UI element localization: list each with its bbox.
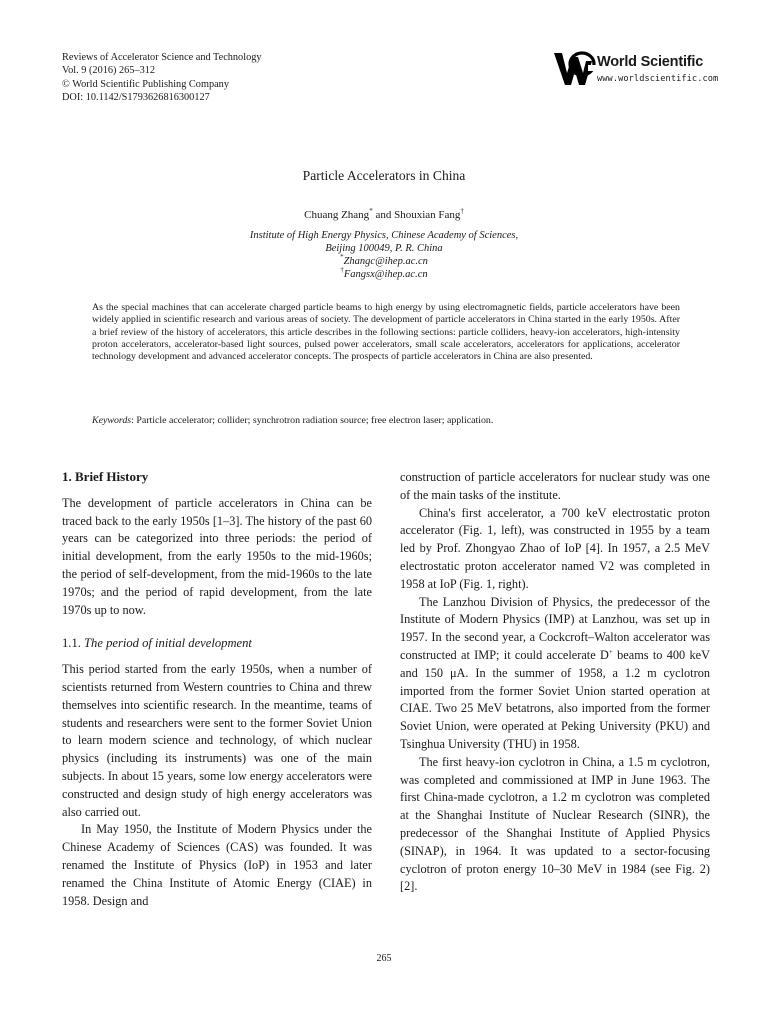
author-list [0, 209, 768, 221]
journal-info [62, 51, 262, 105]
subsection-title: The period of initial development [84, 636, 252, 651]
subsection-number: 1.1. [62, 636, 81, 651]
abstract: As the special machines that can accelerate charged particle beams to high energy by using electromagnetic fields, particle accelerators have been widely applied in scientific research and various areas of society. The development of particle accelerators in China started in the early 1950s. After a brief review of the history of accelerators, this article describes in the following sections: particle colliders, heavy-ion accelerators, high-intensity proton accelerators, accelerator-based light sources, pulsed power accelerators, small scale accelerators, accelerators for applications, accelerator technology development and advanced accelerator concepts. The prospects of particle accelerators in China are also presented. [92, 302, 680, 363]
journal-title: Reviews of Accelerator Science and Technology [62, 52, 262, 63]
body-paragraph: The development of particle accelerators in China can be traced back to the early 1950s [1–3]. The history of the past 60 years can be categorized into three periods: the period of initial development, from the early 1950s to the mid-1960s; the period of self-development, from the mid-1960s to the late 1970s; and the period of rapid development, from the late 1970s up to now. [62, 495, 372, 617]
right-column [400, 469, 710, 896]
author-conjunction: and [372, 209, 395, 221]
author-mark: † [460, 207, 464, 215]
subsection-heading [62, 635, 372, 653]
keywords [92, 415, 692, 426]
email-line [0, 268, 768, 281]
body-paragraph: This period started from the early 1950s, when a number of scientists returned from Western countries to China and threw themselves into scientific research. In the meantime, teams of students and researchers were sent to the former Soviet Union to learn modern science and technology, of which nuclear physics (including its instruments) was one of the main subjects. In about 15 years, some low energy accelerators were constructed and design study of high energy accelerators was also carried out. [62, 662, 372, 819]
author-name: Shouxian Fang [394, 209, 461, 221]
page-number: 265 [376, 953, 392, 964]
email-address: Zhangc@ihep.ac.cn [343, 256, 428, 267]
journal-copyright: © World Scientific Publishing Company [62, 78, 229, 90]
body-paragraph: construction of particle accelerators for nuclear study was one of the main tasks of the institute. [400, 470, 710, 502]
affiliation [0, 229, 768, 281]
author-mark: * [369, 207, 373, 215]
journal-doi: DOI: 10.1142/S1793626816300127 [62, 92, 210, 104]
email-line [0, 255, 768, 268]
paragraph-text: beams to 400 keV and 150 μA. In the summer of 1958, a 1.2 m cyclotron imported from the former Soviet Union started operation at CIAE. Two 25 MeV betatrons, also imported from the former Soviet Union, were operated at Peking University (PKU) and Tsinghua University (THU) in 1958. [400, 647, 711, 751]
charge-superscript: + [608, 647, 613, 656]
email-mark: * [340, 253, 344, 261]
publisher-url: www.worldscientific.com [597, 74, 719, 84]
journal-volume: Vol. 9 (2016) 265–312 [62, 65, 156, 77]
left-column [62, 468, 372, 910]
affiliation-institute: Institute of High Energy Physics, Chinese Academy of Sciences, [249, 230, 519, 241]
publisher-name: World Scientific [597, 54, 704, 70]
world-scientific-logo-icon [552, 49, 596, 89]
keywords-text: : Particle accelerator; collider; synchrotron radiation source; free electron laser; application. [131, 415, 494, 426]
article-title: Particle Accelerators in China [302, 168, 466, 183]
section-heading: 1. Brief History [62, 469, 149, 484]
publisher-logo [552, 49, 719, 91]
affiliation-address: Beijing 100049, P. R. China [325, 243, 443, 254]
body-paragraph [400, 594, 710, 754]
email-mark: † [340, 266, 344, 274]
keywords-label: Keywords [92, 415, 132, 426]
body-paragraph: The first heavy-ion cyclotron in China, a 1.5 m cyclotron, was completed and commissioned at IMP in June 1963. The first China-made cyclotron, a 1.2 m cyclotron was completed at the Shanghai Institute of Nuclear Research (SINR), the predecessor of the Shanghai Institute of Applied Physics (SINAP), in 1964. It was updated to a sector-focusing cyclotron of proton energy 10–30 MeV in 1984 (see Fig. 2) [2]. [400, 754, 710, 894]
body-paragraph: China's first accelerator, a 700 keV electrostatic proton accelerator (Fig. 1, left), was constructed in 1955 by a team led by Prof. Zhongyao Zhao of IoP [4]. In 1957, a 2.5 MeV electrostatic proton accelerator named V2 was completed in 1958 at IoP (Fig. 1, right). [400, 505, 710, 591]
paragraph-text: The Lanzhou Division of Physics, the predecessor of the Institute of Modern Physics (IMP) at Lanzhou, was set up in 1957. In the second year, a Cockcroft–Walton accelerator was constructed at IMP; it could accelerate D [400, 594, 710, 662]
email-address: Fangsx@ihep.ac.cn [343, 269, 428, 280]
author-name: Chuang Zhang [304, 209, 370, 221]
body-paragraph: In May 1950, the Institute of Modern Physics under the Chinese Academy of Sciences (CAS) was founded. It was renamed the Institute of Physics (IoP) in 1953 and later renamed the China Institute of Atomic Energy (CIAE) in 1958. Design and [62, 822, 372, 908]
